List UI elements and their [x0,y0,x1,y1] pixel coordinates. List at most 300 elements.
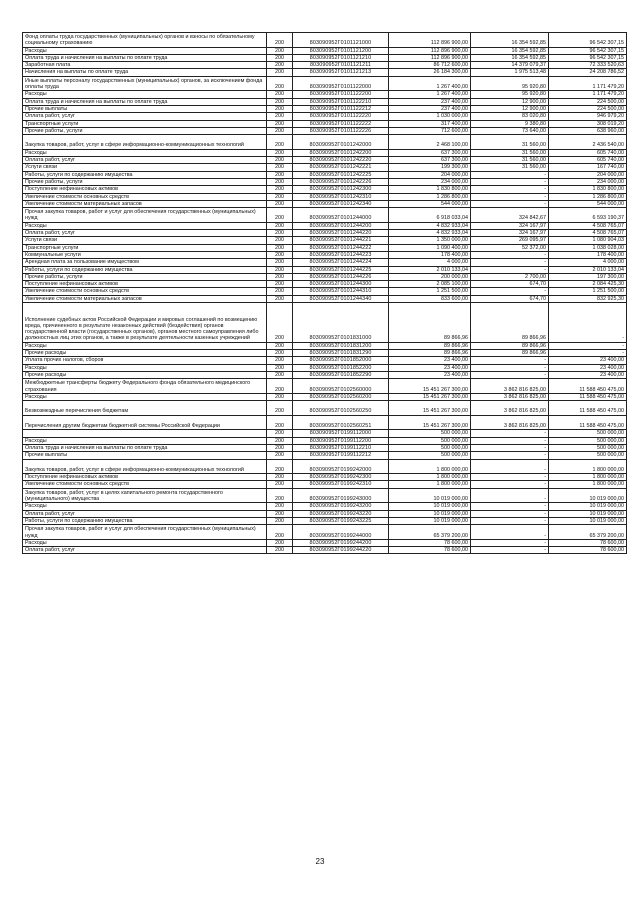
executed-amount-cell: - [471,193,549,200]
row-name-cell: Оплата труда и начисления на выплаты по оплате труда [23,444,267,451]
executed-amount-cell: - [471,525,549,540]
budget-code-cell: 803090952Г0101122222 [293,120,389,127]
unexecuted-amount-cell: 1 038 028,00 [549,244,627,251]
table-body [23,33,627,554]
approved-amount-cell: 178 400,00 [389,251,471,258]
approved-amount-cell: 637 300,00 [389,157,471,164]
row-code200-cell: 200 [267,208,293,223]
approved-amount-cell: 1 350 000,00 [389,237,471,244]
row-code200-cell: 200 [267,459,293,474]
row-name-cell: Оплата работ, услуг [23,510,267,517]
executed-amount-cell: 73 640,00 [471,127,549,134]
table-row [23,415,627,430]
row-name-cell: Транспортные услуги [23,244,267,251]
table-row [23,178,627,185]
table-row [23,230,627,237]
approved-amount-cell: 833 600,00 [389,295,471,302]
row-code200-cell: 200 [267,452,293,459]
row-code200-cell: 200 [267,157,293,164]
budget-code-cell: 803090952Г0199244000 [293,525,389,540]
budget-code-cell: 803090952Г0199243220 [293,510,389,517]
row-name-cell: Межбюджетные трансферты бюджету Федерального фонда обязательного медицинского страхования [23,379,267,394]
unexecuted-amount-cell: - [549,350,627,357]
approved-amount-cell: 1 090 400,00 [389,244,471,251]
table-row [23,135,627,150]
executed-amount-cell: 14 379 079,37 [471,62,549,69]
budget-code-cell: 803090952Г0101244224 [293,259,389,266]
executed-amount-cell: 674,70 [471,295,549,302]
row-code200-cell: 200 [267,474,293,481]
budget-code-cell: 803090952Г0101244225 [293,266,389,273]
row-code200-cell: 200 [267,237,293,244]
row-name-cell: Закупка товаров, работ, услуг в сфере информационно-коммуникационных технологий [23,135,267,150]
unexecuted-amount-cell: 11 588 450 475,00 [549,393,627,400]
executed-amount-cell: 12 900,00 [471,98,549,105]
executed-amount-cell: - [471,251,549,258]
row-name-cell: Прочие расходы [23,371,267,378]
budget-code-cell: 803090952Г0101852200 [293,364,389,371]
budget-code-cell: 803090952Г0102560251 [293,415,389,430]
unexecuted-amount-cell: 72 333 520,63 [549,62,627,69]
unexecuted-amount-cell: 500 000,00 [549,430,627,437]
unexecuted-amount-cell: 10 019 000,00 [549,517,627,524]
budget-code-cell: 803090952Г0101831290 [293,350,389,357]
unexecuted-amount-cell: 96 542 307,15 [549,47,627,54]
table-row [23,266,627,273]
row-code200-cell: 200 [267,415,293,430]
unexecuted-amount-cell: 1 251 500,00 [549,288,627,295]
row-name-cell: Поступление нефинансовых активов [23,281,267,288]
budget-code-cell: 803090952Г0199244220 [293,547,389,554]
approved-amount-cell: 237 400,00 [389,105,471,112]
table-row [23,510,627,517]
row-name-cell: Расходы [23,364,267,371]
row-code200-cell: 200 [267,62,293,69]
unexecuted-amount-cell: 96 542 307,15 [549,54,627,61]
unexecuted-amount-cell: 224 500,00 [549,105,627,112]
unexecuted-amount-cell: 1 830 800,00 [549,186,627,193]
executed-amount-cell: 89 866,96 [471,302,549,342]
unexecuted-amount-cell: 946 979,20 [549,113,627,120]
unexecuted-amount-cell: 10 019 000,00 [549,503,627,510]
executed-amount-cell: - [471,510,549,517]
row-code200-cell: 200 [267,69,293,76]
budget-code-cell: 803090952Г0101831200 [293,342,389,349]
table-row [23,113,627,120]
table-row [23,171,627,178]
budget-code-cell: 803090952Г0101122210 [293,98,389,105]
row-name-cell: Иные выплаты персоналу государственных (муниципальных) органов, за исключением фонда оплаты труда [23,76,267,91]
row-name-cell: Увеличение стоимости основных средств [23,481,267,488]
row-code200-cell: 200 [267,302,293,342]
row-code200-cell: 200 [267,444,293,451]
executed-amount-cell: - [471,539,549,546]
budget-code-cell: 803090952Г0101242200 [293,149,389,156]
budget-code-cell: 803090952Г0101852290 [293,371,389,378]
unexecuted-amount-cell: 197 300,00 [549,273,627,280]
row-name-cell: Прочие выплаты [23,105,267,112]
unexecuted-amount-cell: 11 588 450 475,00 [549,379,627,394]
approved-amount-cell: 10 019 000,00 [389,488,471,503]
executed-amount-cell: 324 167,97 [471,222,549,229]
approved-amount-cell: 78 600,00 [389,547,471,554]
executed-amount-cell: 31 560,00 [471,135,549,150]
row-name-cell: Расходы [23,539,267,546]
approved-amount-cell: 500 000,00 [389,430,471,437]
executed-amount-cell: - [471,178,549,185]
row-name-cell: Перечисления другим бюджетам бюджетной системы Российской Федерации [23,415,267,430]
row-name-cell: Транспортные услуги [23,120,267,127]
row-code200-cell: 200 [267,379,293,394]
table-row [23,288,627,295]
approved-amount-cell: 1 800 000,00 [389,474,471,481]
unexecuted-amount-cell: 10 019 000,00 [549,488,627,503]
executed-amount-cell: 269 095,97 [471,237,549,244]
budget-code-cell: 803090952Г0199242310 [293,481,389,488]
table-row [23,164,627,171]
row-code200-cell: 200 [267,186,293,193]
table-row [23,547,627,554]
row-name-cell: Прочая закупка товаров, работ и услуг для обеспечения государственных (муниципальных) нужд [23,208,267,223]
budget-code-cell: 803090952Г0199112000 [293,430,389,437]
table-row [23,54,627,61]
row-code200-cell: 200 [267,273,293,280]
executed-amount-cell: - [471,459,549,474]
unexecuted-amount-cell: 23 400,00 [549,357,627,364]
unexecuted-amount-cell: 4 508 765,07 [549,230,627,237]
row-name-cell: Расходы [23,393,267,400]
executed-amount-cell: - [471,452,549,459]
row-code200-cell: 200 [267,251,293,258]
approved-amount-cell: 544 000,00 [389,200,471,207]
row-code200-cell: 200 [267,364,293,371]
row-code200-cell: 200 [267,76,293,91]
row-code200-cell: 200 [267,488,293,503]
row-code200-cell: 200 [267,259,293,266]
row-name-cell: Уплата прочих налогов, сборов [23,357,267,364]
unexecuted-amount-cell: 4 000,00 [549,259,627,266]
row-name-cell [23,430,267,437]
budget-code-cell: 803090952Г0101244226 [293,273,389,280]
table-row [23,200,627,207]
table-row [23,76,627,91]
row-name-cell: Прочие работы, услуги [23,273,267,280]
table-row [23,251,627,258]
row-code200-cell: 200 [267,437,293,444]
table-row [23,149,627,156]
row-name-cell: Расходы [23,342,267,349]
executed-amount-cell: 674,70 [471,281,549,288]
approved-amount-cell: 89 866,96 [389,342,471,349]
row-code200-cell: 200 [267,281,293,288]
row-code200-cell: 200 [267,200,293,207]
approved-amount-cell: 1 030 000,00 [389,113,471,120]
budget-code-cell: 803090952Г0101244000 [293,208,389,223]
row-name-cell: Увеличение стоимости основных средств [23,288,267,295]
table-row [23,69,627,76]
table-row [23,474,627,481]
row-code200-cell: 200 [267,54,293,61]
executed-amount-cell: - [471,288,549,295]
budget-code-cell: 803090952Г0101121210 [293,54,389,61]
row-name-cell: Оплата работ, услуг [23,230,267,237]
unexecuted-amount-cell: 204 000,00 [549,171,627,178]
budget-code-cell: 803090952Г0101244310 [293,288,389,295]
unexecuted-amount-cell: 1 800 000,00 [549,481,627,488]
table-row [23,430,627,437]
row-code200-cell: 200 [267,113,293,120]
budget-code-cell: 803090952Г0101852000 [293,357,389,364]
table-row [23,302,627,342]
row-code200-cell: 200 [267,517,293,524]
executed-amount-cell: - [471,547,549,554]
table-row [23,157,627,164]
table-row [23,273,627,280]
budget-code-cell: 803090952Г0101242225 [293,171,389,178]
table-row [23,33,627,48]
row-name-cell: Оплата работ, услуг [23,113,267,120]
approved-amount-cell: 86 712 600,00 [389,62,471,69]
row-name-cell: Расходы [23,47,267,54]
unexecuted-amount-cell: 1 171 479,20 [549,91,627,98]
approved-amount-cell: 237 400,00 [389,98,471,105]
executed-amount-cell: - [471,481,549,488]
approved-amount-cell: 89 866,96 [389,350,471,357]
row-name-cell: Расходы [23,149,267,156]
unexecuted-amount-cell: - [549,342,627,349]
approved-amount-cell: 1 800 000,00 [389,459,471,474]
budget-code-cell: 803090952Г0101122212 [293,105,389,112]
budget-report-sheet [22,32,626,554]
table-row [23,281,627,288]
table-row [23,91,627,98]
row-code200-cell: 200 [267,127,293,134]
unexecuted-amount-cell: 96 542 307,15 [549,33,627,48]
row-code200-cell: 200 [267,135,293,150]
row-name-cell: Прочие работы, услуги [23,127,267,134]
executed-amount-cell: - [471,364,549,371]
budget-code-cell: 803090952Г0101122200 [293,91,389,98]
row-code200-cell: 200 [267,164,293,171]
executed-amount-cell: - [471,266,549,273]
unexecuted-amount-cell: - [549,302,627,342]
row-name-cell: Работы, услуги по содержанию имущества [23,171,267,178]
row-code200-cell: 200 [267,193,293,200]
row-code200-cell: 200 [267,481,293,488]
approved-amount-cell: 23 400,00 [389,364,471,371]
unexecuted-amount-cell: 638 960,00 [549,127,627,134]
executed-amount-cell: - [471,430,549,437]
unexecuted-amount-cell: 1 800 000,00 [549,474,627,481]
approved-amount-cell: 1 800 000,00 [389,481,471,488]
table-row [23,401,627,416]
budget-code-cell: 803090952Г0101831000 [293,302,389,342]
approved-amount-cell: 1 286 800,00 [389,193,471,200]
approved-amount-cell: 4 832 933,04 [389,230,471,237]
row-name-cell: Расходы [23,222,267,229]
executed-amount-cell: 16 354 592,85 [471,54,549,61]
unexecuted-amount-cell: 605 740,00 [549,157,627,164]
executed-amount-cell: 83 020,80 [471,113,549,120]
budget-code-cell: 803090952Г0101242221 [293,164,389,171]
executed-amount-cell: - [471,371,549,378]
executed-amount-cell: - [471,357,549,364]
row-code200-cell: 200 [267,178,293,185]
executed-amount-cell: - [471,437,549,444]
budget-code-cell: 803090952Г0101242220 [293,157,389,164]
table-row [23,459,627,474]
unexecuted-amount-cell: 832 925,30 [549,295,627,302]
row-code200-cell: 200 [267,91,293,98]
table-row [23,237,627,244]
row-name-cell: Заработная плата [23,62,267,69]
table-row [23,357,627,364]
row-code200-cell: 200 [267,547,293,554]
budget-code-cell: 803090952Г0101244222 [293,244,389,251]
executed-amount-cell: 12 900,00 [471,105,549,112]
row-name-cell: Увеличение стоимости материальных запасов [23,295,267,302]
table-row [23,186,627,193]
approved-amount-cell: 15 451 267 300,00 [389,401,471,416]
executed-amount-cell: - [471,186,549,193]
executed-amount-cell: 31 560,00 [471,157,549,164]
executed-amount-cell: 31 560,00 [471,164,549,171]
approved-amount-cell: 6 918 033,04 [389,208,471,223]
approved-amount-cell: 234 000,00 [389,178,471,185]
budget-code-cell: 803090952Г0101242226 [293,178,389,185]
row-code200-cell: 200 [267,244,293,251]
executed-amount-cell: - [471,488,549,503]
executed-amount-cell: - [471,200,549,207]
table-row [23,517,627,524]
table-row [23,393,627,400]
executed-amount-cell: - [471,444,549,451]
budget-code-cell: 803090952Г0102560250 [293,401,389,416]
budget-code-cell: 803090952Г0199243200 [293,503,389,510]
table-row [23,120,627,127]
executed-amount-cell: 16 354 592,85 [471,33,549,48]
unexecuted-amount-cell: 1 080 904,03 [549,237,627,244]
row-name-cell: Закупка товаров, работ, услуг в сфере информационно-коммуникационных технологий [23,459,267,474]
unexecuted-amount-cell: 23 400,00 [549,364,627,371]
unexecuted-amount-cell: 224 500,00 [549,98,627,105]
row-name-cell: Расходы [23,503,267,510]
unexecuted-amount-cell: 11 588 450 475,00 [549,415,627,430]
row-name-cell: Оплата работ, услуг [23,547,267,554]
unexecuted-amount-cell: 23 400,00 [549,371,627,378]
approved-amount-cell: 78 600,00 [389,539,471,546]
executed-amount-cell: 3 862 816 825,00 [471,401,549,416]
table-row [23,379,627,394]
row-code200-cell: 200 [267,288,293,295]
unexecuted-amount-cell: 605 740,00 [549,149,627,156]
unexecuted-amount-cell: 78 600,00 [549,547,627,554]
executed-amount-cell: 52 372,00 [471,244,549,251]
budget-code-cell: 803090952Г0101242300 [293,186,389,193]
row-code200-cell: 200 [267,33,293,48]
row-name-cell: Начисления на выплаты по оплате труда [23,69,267,76]
row-name-cell: Поступление нефинансовых активов [23,186,267,193]
executed-amount-cell: 95 920,80 [471,76,549,91]
approved-amount-cell: 15 451 267 300,00 [389,415,471,430]
approved-amount-cell: 23 400,00 [389,371,471,378]
approved-amount-cell: 199 300,00 [389,164,471,171]
row-name-cell: Прочие расходы [23,350,267,357]
approved-amount-cell: 1 267 400,00 [389,76,471,91]
approved-amount-cell: 112 896 900,00 [389,33,471,48]
row-name-cell: Закупка товаров, работ, услуг в целях капитального ремонта государственного (муниципального) имущества [23,488,267,503]
table-row [23,350,627,357]
budget-code-cell: 803090952Г0102560200 [293,393,389,400]
executed-amount-cell: 324 842,67 [471,208,549,223]
budget-code-cell: 803090952Г0101122220 [293,113,389,120]
row-name-cell: Арендная плата за пользование имуществом [23,259,267,266]
table-row [23,525,627,540]
executed-amount-cell: 31 560,00 [471,149,549,156]
row-code200-cell: 200 [267,222,293,229]
row-code200-cell: 200 [267,149,293,156]
row-name-cell: Прочие работы, услуги [23,178,267,185]
approved-amount-cell: 26 184 300,00 [389,69,471,76]
budget-code-cell: 803090952Г0101242340 [293,200,389,207]
budget-execution-table [22,32,627,554]
table-row [23,105,627,112]
approved-amount-cell: 89 866,96 [389,302,471,342]
budget-code-cell: 803090952Г0102560000 [293,379,389,394]
executed-amount-cell: 89 866,96 [471,342,549,349]
executed-amount-cell: 2 700,00 [471,273,549,280]
executed-amount-cell: - [471,503,549,510]
unexecuted-amount-cell: 65 379 200,00 [549,525,627,540]
executed-amount-cell: 16 354 592,85 [471,47,549,54]
unexecuted-amount-cell: 2 436 540,00 [549,135,627,150]
row-code200-cell: 200 [267,539,293,546]
row-name-cell: Исполнение судебных актов Российской Федерации и мировых соглашений по возмещению вреда, причиненного в результате незаконных действий (бездействия) органов государственной власти (государственных органов), органов местного самоуправления либо должностных лиц этих органов, а также в результате деятельности казенных учреждений [23,302,267,342]
row-code200-cell: 200 [267,266,293,273]
executed-amount-cell: 95 920,80 [471,91,549,98]
unexecuted-amount-cell: 1 800 000,00 [549,459,627,474]
page-number: 23 [315,857,325,866]
row-code200-cell: 200 [267,503,293,510]
approved-amount-cell: 317 400,00 [389,120,471,127]
table-row [23,539,627,546]
approved-amount-cell: 1 267 400,00 [389,91,471,98]
budget-code-cell: 803090952Г0101121211 [293,62,389,69]
table-row [23,62,627,69]
row-code200-cell: 200 [267,371,293,378]
table-row [23,342,627,349]
row-name-cell: Фонд оплаты труда государственных (муниципальных) органов и взносы по обязательному социальному страхованию [23,33,267,48]
budget-code-cell: 803090952Г0101121200 [293,47,389,54]
unexecuted-amount-cell: 2 010 133,04 [549,266,627,273]
unexecuted-amount-cell: 500 000,00 [549,444,627,451]
executed-amount-cell: - [471,259,549,266]
unexecuted-amount-cell: 4 508 765,07 [549,222,627,229]
table-row [23,193,627,200]
executed-amount-cell: 3 862 816 825,00 [471,393,549,400]
table-row [23,371,627,378]
unexecuted-amount-cell: 78 600,00 [549,539,627,546]
table-row [23,488,627,503]
approved-amount-cell: 23 400,00 [389,357,471,364]
budget-code-cell: 803090952Г0101242000 [293,135,389,150]
unexecuted-amount-cell: 2 084 425,30 [549,281,627,288]
row-name-cell: Оплата работ, услуг [23,157,267,164]
unexecuted-amount-cell: 167 740,00 [549,164,627,171]
table-row [23,437,627,444]
approved-amount-cell: 4 832 933,04 [389,222,471,229]
approved-amount-cell: 10 019 000,00 [389,517,471,524]
